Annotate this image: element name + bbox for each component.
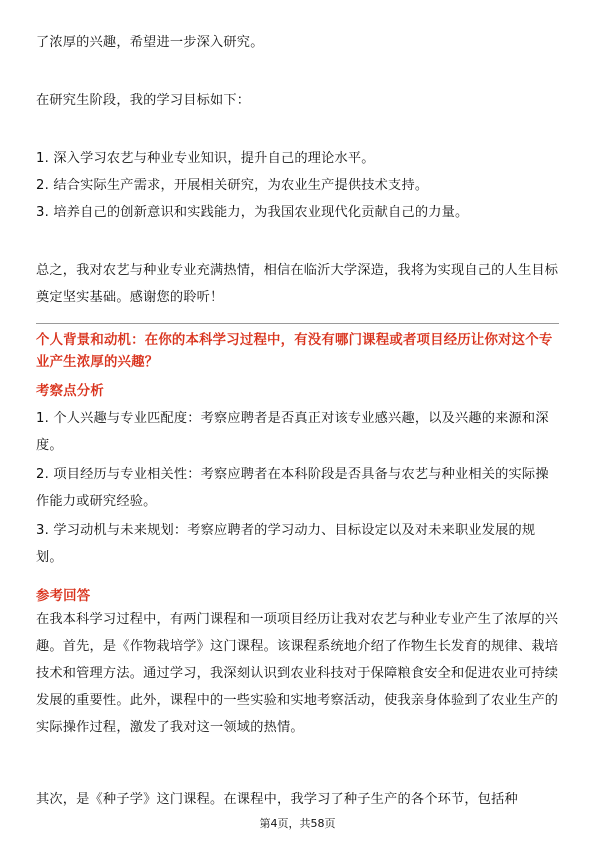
analysis-point: 1. 个人兴趣与专业匹配度：考察应聘者是否真正对该专业感兴趣，以及兴趣的来源和深度。 (36, 411, 549, 453)
section-divider (36, 323, 559, 324)
answer-paragraph: 在我本科学习过程中，有两门课程和一项项目经历让我对农艺与种业专业产生了浓厚的兴趣。首先，是《作物栽培学》这门课程。该课程系统地介绍了作物生长发育的规律、栽培技术和管理方法。通过学习，我深刻认识到农业科技对于保障粮食安全和促进农业可持续发展的重要性。此外，课程中的一些实验和实地考察活动，使我亲身体验到了农业生产的实际操作过程，激发了我对这一领域的热情。 (36, 612, 559, 735)
goal-item: 1. 深入学习农艺与种业专业知识，提升自己的理论水平。 (36, 151, 375, 166)
summary-paragraph: 总之，我对农艺与种业专业充满热情，相信在临沂大学深造，我将为实现自己的人生目标奠定坚实基础。感谢您的聆听！ (36, 263, 559, 305)
intro-continuation-text: 了浓厚的兴趣，希望进一步深入研究。 (36, 35, 264, 50)
goal-item: 2. 结合实际生产需求，开展相关研究，为农业生产提供技术支持。 (36, 178, 429, 193)
goal-item: 3. 培养自己的创新意识和实践能力，为我国农业现代化贡献自己的力量。 (36, 205, 469, 220)
analysis-point: 2. 项目经历与专业相关性：考察应聘者在本科阶段是否具备与农艺与种业相关的实际操作能力或研究经验。 (36, 467, 549, 509)
answer-paragraph: 其次，是《种子学》这门课程。在课程中，我学习了种子生产的各个环节，包括种 (36, 792, 518, 807)
goals-intro-text: 在研究生阶段，我的学习目标如下： (36, 93, 251, 108)
page-number: 第4页，共58页 (259, 817, 336, 830)
question-title: 个人背景和动机：在你的本科学习过程中，有没有哪门课程或者项目经历让你对这个专业产生浓厚的兴趣？ (36, 333, 553, 370)
analysis-heading: 考察点分析 (36, 384, 104, 399)
analysis-point: 3. 学习动机与未来规划：考察应聘者的学习动力、目标设定以及对未来职业发展的规划。 (36, 523, 536, 565)
answer-heading: 参考回答 (36, 589, 91, 604)
